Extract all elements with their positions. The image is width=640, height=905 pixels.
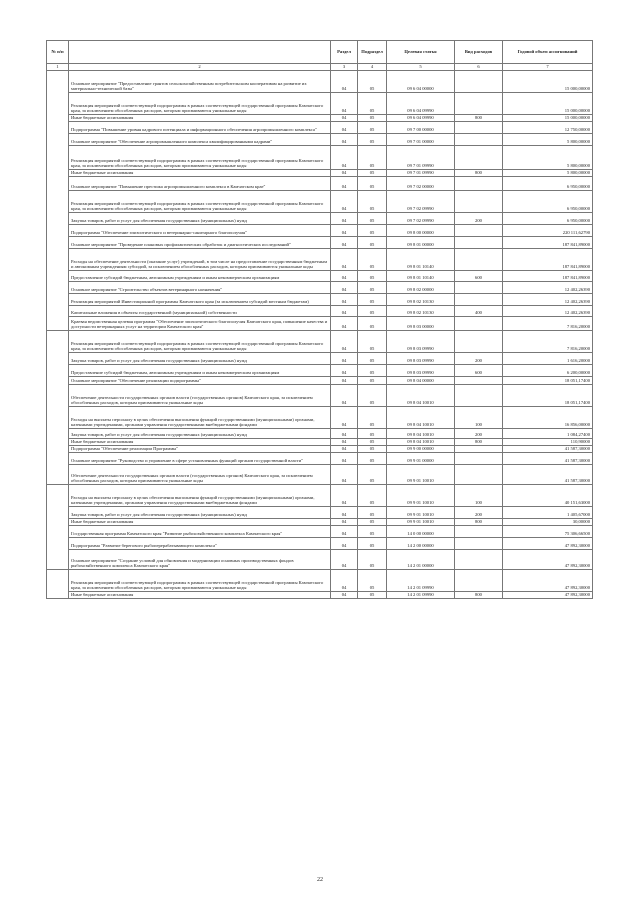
row-razdel: 04: [331, 550, 358, 570]
row-target: 09 7 01 09990: [387, 170, 455, 177]
row-name: Основное мероприятие "Предоставление грантов сельскохозяйственным потребительским кооперативам на развитие их материально-технической базы": [69, 71, 331, 93]
row-sum: 40 151,63000: [503, 485, 593, 507]
table-row: [47, 353, 593, 365]
table-row: [47, 526, 593, 538]
row-number-cell: [47, 570, 69, 599]
row-target: 09 9 01 10010: [387, 519, 455, 526]
row-podrazdel: 05: [358, 191, 387, 213]
column-number: 7: [503, 64, 593, 71]
row-name: Подпрограмма "Обеспечение эпизоотического и ветеринарно-санитарного благополучия": [69, 225, 331, 237]
column-number: 2: [69, 64, 331, 71]
table-row: [47, 465, 593, 485]
row-name: Реализация мероприятий соответствующей подпрограммы в рамках соответствующей государственной программы Камчатского края, за исключением обособленных расходов, которым присваиваются уникальные коды: [69, 331, 331, 353]
row-number-cell: [47, 485, 69, 570]
row-podrazdel: 05: [358, 146, 387, 170]
row-name: Основное мероприятие "Создание условий для обновления и модернизации основных производственных фондов рыбохозяйственного комплекса Камчатского края": [69, 550, 331, 570]
row-razdel: 04: [331, 377, 358, 385]
row-target: 09 6 04 00000: [387, 71, 455, 93]
row-razdel: 04: [331, 177, 358, 191]
row-razdel: 04: [331, 519, 358, 526]
row-target: 14 2 01 09990: [387, 570, 455, 592]
row-target: 09 8 04 10010: [387, 439, 455, 446]
row-razdel: 04: [331, 282, 358, 294]
row-sum: 30,00000: [503, 519, 593, 526]
row-podrazdel: 05: [358, 507, 387, 519]
row-target: 09 8 01 00000: [387, 237, 455, 249]
row-razdel: 04: [331, 592, 358, 599]
page-number: 22: [317, 877, 323, 883]
row-sum: 1 084,27400: [503, 429, 593, 439]
table-row: [47, 177, 593, 191]
row-podrazdel: 05: [358, 331, 387, 353]
row-sum: 187 841,89000: [503, 237, 593, 249]
row-podrazdel: 05: [358, 592, 387, 599]
table-row: [47, 331, 593, 353]
row-target: 14 2 01 00000: [387, 550, 455, 570]
row-podrazdel: 05: [358, 122, 387, 134]
row-razdel: 04: [331, 365, 358, 377]
row-target: 14 2 00 00000: [387, 538, 455, 550]
row-vid: [455, 71, 503, 93]
row-vid: [455, 237, 503, 249]
row-sum: 220 111,62790: [503, 225, 593, 237]
row-name: Основное мероприятие "Руководство и управление в сфере установленных функций органов государственной власти": [69, 453, 331, 465]
row-sum: 12 402,26390: [503, 294, 593, 306]
row-razdel: 04: [331, 134, 358, 146]
row-sum: 6 200,00000: [503, 365, 593, 377]
row-sum: 75 306,66500: [503, 526, 593, 538]
row-sum: 15 000,00000: [503, 93, 593, 115]
row-podrazdel: 05: [358, 177, 387, 191]
row-vid: 800: [455, 115, 503, 122]
table-row: [47, 213, 593, 225]
table-row: [47, 385, 593, 407]
table-row: [47, 271, 593, 282]
table-row: [47, 294, 593, 306]
row-vid: [455, 538, 503, 550]
row-name: Краевая ведомственная целевая программа "Обеспечение эпизоотического благополучия Камчатского края, повышение качества и доступности ветеринарных услуг на территории Камчатского края": [69, 317, 331, 331]
row-podrazdel: 05: [358, 570, 387, 592]
row-name: Закупка товаров, работ и услуг для обеспечения государственных (муниципальных) нужд: [69, 429, 331, 439]
row-name: Расходы на выплаты персоналу в целях обеспечения выполнения функций государственными (муниципальными) органами, казенными учреждениями, органами управления государственными внебюджетными фондами: [69, 485, 331, 507]
row-razdel: 04: [331, 538, 358, 550]
row-podrazdel: 05: [358, 538, 387, 550]
row-vid: [455, 465, 503, 485]
table-row: [47, 134, 593, 146]
row-name: Обеспечение деятельности государственных органов власти (государственных органов) Камчатского края, за исключением обособленных расходов, которым присваиваются уникальные коды: [69, 385, 331, 407]
table-row: [47, 519, 593, 526]
row-target: 09 7 02 00000: [387, 177, 455, 191]
row-razdel: 04: [331, 485, 358, 507]
row-podrazdel: 05: [358, 453, 387, 465]
row-target: 14 2 01 09990: [387, 592, 455, 599]
row-vid: 200: [455, 507, 503, 519]
row-vid: 800: [455, 519, 503, 526]
row-target: 09 8 03 09990: [387, 331, 455, 353]
row-vid: [455, 446, 503, 453]
row-vid: 800: [455, 592, 503, 599]
row-vid: [455, 526, 503, 538]
row-podrazdel: 05: [358, 465, 387, 485]
row-podrazdel: 05: [358, 385, 387, 407]
budget-table: [46, 40, 593, 599]
row-sum: 47 892,30000: [503, 550, 593, 570]
header-name: [69, 41, 331, 64]
row-sum: 6 950,00000: [503, 213, 593, 225]
row-razdel: 04: [331, 122, 358, 134]
row-vid: [455, 93, 503, 115]
row-vid: 100: [455, 407, 503, 429]
table-row: [47, 446, 593, 453]
row-sum: 7 816,20000: [503, 317, 593, 331]
row-podrazdel: 05: [358, 249, 387, 271]
row-podrazdel: 05: [358, 526, 387, 538]
column-number: 6: [455, 64, 503, 71]
table-row: [47, 429, 593, 439]
row-podrazdel: 05: [358, 306, 387, 317]
row-name: Расходы на выплаты персоналу в целях обеспечения выполнения функций государственными (муниципальными) органами, казенными учреждениями, органами управления государственными внебюджетными фондами: [69, 407, 331, 429]
header-vid: Вид расходов: [455, 41, 503, 64]
row-vid: 200: [455, 429, 503, 439]
row-razdel: 04: [331, 453, 358, 465]
row-podrazdel: 05: [358, 446, 387, 453]
table-row: [47, 538, 593, 550]
row-name: Основное мероприятие "Обеспечение реализации подпрограммы": [69, 377, 331, 385]
row-target: 09 8 03 09990: [387, 365, 455, 377]
row-name: Иные бюджетные ассигнования: [69, 592, 331, 599]
row-name: Предоставление субсидий бюджетным, автономным учреждениям и иным некоммерческим организациям: [69, 365, 331, 377]
row-target: 09 9 00 00000: [387, 446, 455, 453]
row-target: 09 7 02 09990: [387, 213, 455, 225]
row-target: 09 8 00 00000: [387, 225, 455, 237]
row-vid: [455, 249, 503, 271]
row-vid: 100: [455, 485, 503, 507]
row-vid: 200: [455, 353, 503, 365]
table-row: [47, 93, 593, 115]
table-row: [47, 439, 593, 446]
row-razdel: 04: [331, 115, 358, 122]
row-sum: 12 750,00000: [503, 122, 593, 134]
table-row: [47, 225, 593, 237]
row-name: Закупка товаров, работ и услуг для обеспечения государственных (муниципальных) нужд: [69, 353, 331, 365]
table-row: [47, 71, 593, 93]
row-target: 09 8 03 00000: [387, 317, 455, 331]
row-razdel: 04: [331, 407, 358, 429]
row-sum: 6 950,00000: [503, 177, 593, 191]
row-podrazdel: 05: [358, 271, 387, 282]
row-vid: [455, 282, 503, 294]
row-podrazdel: 05: [358, 439, 387, 446]
table-row: [47, 507, 593, 519]
row-vid: [455, 122, 503, 134]
row-razdel: 04: [331, 249, 358, 271]
row-vid: 600: [455, 365, 503, 377]
header-volume: Годовой объем ассигнований: [503, 41, 593, 64]
row-podrazdel: 05: [358, 225, 387, 237]
row-podrazdel: 05: [358, 237, 387, 249]
row-target: 09 8 02 10130: [387, 294, 455, 306]
row-vid: [455, 377, 503, 385]
row-sum: 7 816,20000: [503, 331, 593, 353]
budget-table-sheet: [46, 40, 592, 599]
row-name: Иные бюджетные ассигнования: [69, 439, 331, 446]
table-row: [47, 570, 593, 592]
row-razdel: 04: [331, 331, 358, 353]
row-podrazdel: 05: [358, 519, 387, 526]
row-sum: 15 000,00000: [503, 71, 593, 93]
row-razdel: 04: [331, 71, 358, 93]
row-number-cell: [47, 71, 69, 331]
row-target: 09 8 01 10140: [387, 271, 455, 282]
row-name: Закупка товаров, работ и услуг для обеспечения государственных (муниципальных) нужд: [69, 213, 331, 225]
row-vid: 200: [455, 213, 503, 225]
row-podrazdel: 05: [358, 485, 387, 507]
row-razdel: 04: [331, 271, 358, 282]
row-name: Подпрограмма "Повышение уровня кадрового потенциала и информационного обеспечения агропромышленного комплекса": [69, 122, 331, 134]
row-sum: 12 402,26390: [503, 306, 593, 317]
row-vid: [455, 191, 503, 213]
row-name: Подпрограмма "Развитие берегового рыбоперерабатывающего комплекса": [69, 538, 331, 550]
row-razdel: 04: [331, 294, 358, 306]
table-row: [47, 122, 593, 134]
table-row: [47, 317, 593, 331]
row-sum: 110,90000: [503, 439, 593, 446]
row-razdel: 04: [331, 429, 358, 439]
row-podrazdel: 05: [358, 71, 387, 93]
table-row: [47, 407, 593, 429]
row-sum: 41 587,30000: [503, 446, 593, 453]
table-row: [47, 170, 593, 177]
table-row: [47, 592, 593, 599]
row-podrazdel: 05: [358, 134, 387, 146]
row-target: 09 6 04 09990: [387, 115, 455, 122]
header-target: Целевая статья: [387, 41, 455, 64]
column-number: 5: [387, 64, 455, 71]
row-podrazdel: 05: [358, 282, 387, 294]
row-vid: 800: [455, 170, 503, 177]
row-razdel: 04: [331, 306, 358, 317]
table-row: [47, 550, 593, 570]
row-podrazdel: 05: [358, 365, 387, 377]
row-vid: [455, 225, 503, 237]
row-razdel: 04: [331, 446, 358, 453]
row-vid: [455, 385, 503, 407]
row-target: 09 9 01 00000: [387, 453, 455, 465]
row-target: 09 8 03 09990: [387, 353, 455, 365]
row-sum: 47 892,30000: [503, 592, 593, 599]
row-target: 09 9 01 10010: [387, 507, 455, 519]
table-row: [47, 237, 593, 249]
row-target: 09 7 01 00000: [387, 134, 455, 146]
row-target: 09 8 02 00000: [387, 282, 455, 294]
row-sum: 18 051,17400: [503, 385, 593, 407]
row-name: Обеспечение деятельности государственных органов власти (государственных органов) Камчатского края, за исключением обособленных расходов, которым присваиваются уникальные коды: [69, 465, 331, 485]
row-sum: 5 800,00000: [503, 170, 593, 177]
header-razdel: Раздел: [331, 41, 358, 64]
row-name: Иные бюджетные ассигнования: [69, 170, 331, 177]
row-razdel: 04: [331, 317, 358, 331]
row-target: 09 9 01 10010: [387, 465, 455, 485]
row-podrazdel: 05: [358, 550, 387, 570]
table-row: [47, 306, 593, 317]
table-row: [47, 365, 593, 377]
row-target: 09 6 04 09990: [387, 93, 455, 115]
row-podrazdel: 05: [358, 294, 387, 306]
row-vid: [455, 134, 503, 146]
row-number-cell: [47, 331, 69, 485]
row-vid: [455, 146, 503, 170]
row-name: Иные бюджетные ассигнования: [69, 519, 331, 526]
header-row: [47, 41, 593, 64]
row-name: Иные бюджетные ассигнования: [69, 115, 331, 122]
table-row: [47, 377, 593, 385]
row-podrazdel: 05: [358, 353, 387, 365]
row-razdel: 04: [331, 570, 358, 592]
row-razdel: 04: [331, 237, 358, 249]
row-target: 09 8 04 10010: [387, 429, 455, 439]
row-sum: 1 616,20000: [503, 353, 593, 365]
row-vid: [455, 317, 503, 331]
row-vid: [455, 177, 503, 191]
row-sum: 1 405,67000: [503, 507, 593, 519]
row-name: Закупка товаров, работ и услуг для обеспечения государственных (муниципальных) нужд: [69, 507, 331, 519]
row-sum: 47 892,30000: [503, 538, 593, 550]
row-target: 09 7 00 00000: [387, 122, 455, 134]
row-sum: 187 841,89000: [503, 249, 593, 271]
row-podrazdel: 05: [358, 407, 387, 429]
row-target: 09 8 04 10010: [387, 407, 455, 429]
row-name: Основное мероприятие "Проведение плановых профилактических обработок и диагностических исследований": [69, 237, 331, 249]
row-vid: [455, 550, 503, 570]
row-sum: 18 051,17400: [503, 377, 593, 385]
row-target: 09 8 02 10130: [387, 306, 455, 317]
row-vid: 800: [455, 439, 503, 446]
row-razdel: 04: [331, 385, 358, 407]
table-row: [47, 115, 593, 122]
row-name: Государственная программа Камчатского края "Развитие рыбохозяйственного комплекса Камчатского края": [69, 526, 331, 538]
row-vid: [455, 453, 503, 465]
row-sum: 5 800,00000: [503, 134, 593, 146]
row-name: Расходы на обеспечение деятельности (оказание услуг) учреждений, в том числе на предоставление государственным бюджетным и автономным учреждениям субсидий, за исключением обособленных расходов, которым присваиваются уникальные коды: [69, 249, 331, 271]
row-vid: 600: [455, 271, 503, 282]
row-razdel: 04: [331, 225, 358, 237]
row-razdel: 04: [331, 191, 358, 213]
row-razdel: 04: [331, 213, 358, 225]
row-vid: [455, 331, 503, 353]
row-razdel: 04: [331, 526, 358, 538]
row-razdel: 04: [331, 93, 358, 115]
row-razdel: 04: [331, 353, 358, 365]
row-target: 09 8 04 10010: [387, 385, 455, 407]
row-vid: [455, 570, 503, 592]
row-name: Основное мероприятие "Строительство объектов ветеринарного назначения": [69, 282, 331, 294]
row-podrazdel: 05: [358, 429, 387, 439]
row-razdel: 04: [331, 507, 358, 519]
row-name: Подпрограмма "Обеспечение реализации Программы": [69, 446, 331, 453]
row-target: 09 8 01 10140: [387, 249, 455, 271]
row-target: 14 0 00 00000: [387, 526, 455, 538]
row-razdel: 04: [331, 146, 358, 170]
row-razdel: 04: [331, 465, 358, 485]
table-row: [47, 191, 593, 213]
row-sum: 41 587,30000: [503, 453, 593, 465]
row-name: Реализация мероприятий Инвестиционной программы Камчатского края (за исключением субсидий местным бюджетам): [69, 294, 331, 306]
row-podrazdel: 05: [358, 93, 387, 115]
row-podrazdel: 05: [358, 213, 387, 225]
header-podrazdel: Подраздел: [358, 41, 387, 64]
row-podrazdel: 05: [358, 115, 387, 122]
table-row: [47, 146, 593, 170]
row-sum: 187 841,89000: [503, 271, 593, 282]
row-target: 09 7 02 09990: [387, 191, 455, 213]
row-target: 09 8 04 00000: [387, 377, 455, 385]
column-number: 3: [331, 64, 358, 71]
row-sum: 5 800,00000: [503, 146, 593, 170]
table-body: [47, 71, 593, 599]
table-row: [47, 282, 593, 294]
row-name: Реализация мероприятий соответствующей подпрограммы в рамках соответствующей государственной программы Камчатского края, за исключением обособленных расходов, которым присваиваются уникальные коды: [69, 191, 331, 213]
row-sum: 16 856,00000: [503, 407, 593, 429]
row-target: 09 7 01 09990: [387, 146, 455, 170]
table-row: [47, 249, 593, 271]
column-number-row: [47, 64, 593, 71]
row-vid: [455, 294, 503, 306]
row-name: Реализация мероприятий соответствующей подпрограммы в рамках соответствующей государственной программы Камчатского края, за исключением обособленных расходов, которым присваиваются уникальные коды: [69, 570, 331, 592]
row-name: Основное мероприятие "Обеспечение агропромышленного комплекса квалифицированными кадрами": [69, 134, 331, 146]
row-sum: 47 892,30000: [503, 570, 593, 592]
column-number: 4: [358, 64, 387, 71]
row-sum: 41 587,30000: [503, 465, 593, 485]
row-target: 09 9 01 10010: [387, 485, 455, 507]
row-name: Капитальные вложения в объекты государственной (муниципальной) собственности: [69, 306, 331, 317]
row-sum: 6 950,00000: [503, 191, 593, 213]
row-name: Предоставление субсидий бюджетным, автономным учреждениям и иным некоммерческим организациям: [69, 271, 331, 282]
table-row: [47, 453, 593, 465]
table-row: [47, 485, 593, 507]
header-num: № п/п: [47, 41, 69, 64]
row-podrazdel: 05: [358, 317, 387, 331]
row-podrazdel: 05: [358, 377, 387, 385]
row-sum: 12 402,26390: [503, 282, 593, 294]
row-name: Реализация мероприятий соответствующей подпрограммы в рамках соответствующей государственной программы Камчатского края, за исключением обособленных расходов, которым присваиваются уникальные коды: [69, 93, 331, 115]
row-name: Реализация мероприятий соответствующей подпрограммы в рамках соответствующей государственной программы Камчатского края, за исключением обособленных расходов, которым присваиваются уникальные коды: [69, 146, 331, 170]
row-vid: 400: [455, 306, 503, 317]
row-razdel: 04: [331, 170, 358, 177]
row-sum: 15 000,00000: [503, 115, 593, 122]
row-razdel: 04: [331, 439, 358, 446]
row-name: Основное мероприятие "Повышение престижа агропромышленного комплекса в Камчатском крае": [69, 177, 331, 191]
row-podrazdel: 05: [358, 170, 387, 177]
column-number: 1: [47, 64, 69, 71]
